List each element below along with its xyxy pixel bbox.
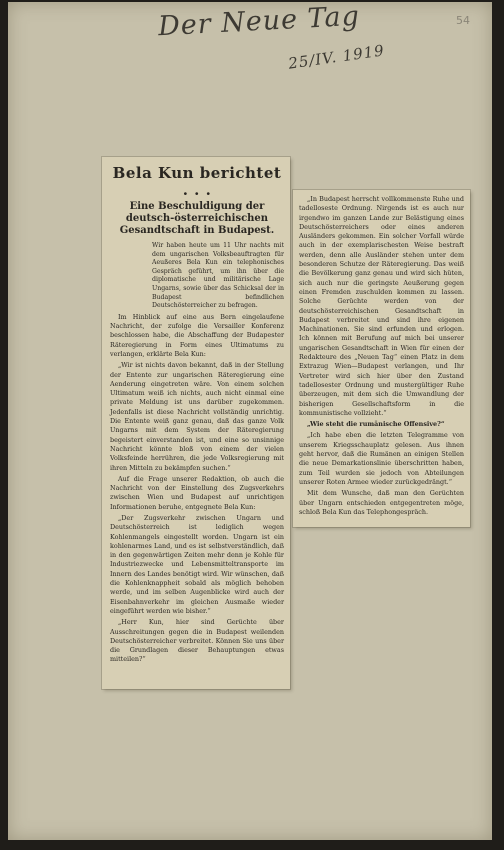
article-question: „Wie steht die rumänische Offensive?“ — [307, 420, 445, 429]
article-paragraph: „Wir ist nichts davon bekannt, daß in der Stellung der Entente zur ungarischen Räteregierung eine Aenderung eingetreten wäre. Von einem solchen Ultimatum weiß ich nichts, auch nicht einmal eine private Meldung ist uns darüber zugekommen. Jedenfalls ist diese Nachricht vollständig unrichtig. Die Entente weiß ganz genau, daß das ganze Volk Ungarns mit dem System der Räteregierung begeistert einverstanden ist, und eine so unsinnige Nachricht könnte bloß von einem der vielen Volksfeinde herrühren, die jede Volksregierung mit ihren Mitteln zu bekämpfen suchen.“ — [110, 361, 284, 472]
handwritten-newspaper-title: Der Neue Tag — [157, 0, 361, 43]
article-paragraph: Im Hinblick auf eine aus Bern eingelaufene Nachricht, der zufolge die Versailler Konferenz beschlossen habe, die Abschaffung der Budapester Räteregierung in Form eines Ultimatums zu verlangen, erklärte Bela Kun: — [110, 312, 284, 358]
handwritten-date: 25/IV. 1919 — [287, 41, 386, 73]
article-paragraph: Mit dem Wunsche, daß man den Gerüchten über Ungarn entschieden entgegentreten möge, schloß Bela Kun das Telephongespräch. — [299, 489, 464, 516]
article-paragraph: „Ich habe eben die letzten Telegramme von unserem Kriegsschauplatz gelesen. Aus ihnen geht hervor, daß die Rumänen an einigen Stellen die neue Demarkationslinie überschritten haben, zum Teil wurden sie jedoch von Abteilungen unserer Roten Armee wieder zurückgedrängt.“ — [299, 431, 464, 486]
article-paragraph: Wir haben heute um 11 Uhr nachts mit dem ungarischen Volksbeauftragten für Aeußeres Bela Kun ein telephonisches Gespräch geführt, um ihn über die diplomatische und militärische Lage Ungarns, sowie über das Schicksal der in Budapest befindlichen Deutschösterreicher zu befragen. — [152, 242, 284, 310]
article-paragraph: „In Budapest herrscht vollkommenste Ruhe und tadelloseste Ordnung. Nirgends ist es auch nur irgendwo im ganzen Lande zur Belästigung eines Deutschösterreichers oder eines anderen Ausländers gekommen. Ein solcher Vorfall würde auch in der exemplarischesten Weise bestraft werden, denn alle Ausländer stehen unter dem besonderen Schutze der Räteregierung. Das weiß die Bevölkerung ganz genau und wird sich hüten, sich auch nur die geringste Aeußerung gegen einen Fremden zuschulden kommen zu lassen. Solche Gerüchte werden von der deutschösterreichischen Gesandtschaft in Budapest verbreitet und sind ihre eigenen Machinationen. Sie sind erfunden und erlogen. Ich können mit Berufung auf mich bei unserer ungarischen Gesandtschaft in Wien für einen der Redakteure des „Neuen Tag“ einen Platz in dem Extrazug Wien—Budapest verlangen, und Ihr Vertreter wird sich hier über den Zustand tadellosester Ordnung und mustergültiger Ruhe überzeugen, mit dem sich die Umwandlung der bisherigen Gesellschaftsform in die kommunistische vollzieht.“ — [299, 195, 464, 417]
article-paragraph: Auf die Frage unserer Redaktion, ob auch die Nachricht von der Einstellung des Zugsverkehrs zwischen Wien und Budapest auf unrichtigen Informationen beruhe, entgegnete Bela Kun: — [110, 474, 284, 511]
article-paragraph: „Der Zugsverkehr zwischen Ungarn und Deutschösterreich ist lediglich wegen Kohlenmangels eingestellt worden. Ungarn ist ein kohlenarmes Land, und es ist selbstverständlich, daß in den gegenwärtigen Zeiten mehr denn je Kohle für Industriezwecke und Lebensmitteltransporte im Innern des Landes benötigt wird. Wir wünschen, daß die Kohlenknappheit sobald als möglich behoben werde, und im selben Augenblicke wird auch der Eisenbahnverkehr im gleichen Ausmaße wieder eingeführt werden wie bisher.“ — [110, 513, 284, 615]
clipping-right-column — [293, 190, 470, 527]
clipping-left-column — [102, 157, 290, 689]
article-paragraph: „Herr Kun, hier sind Gerüchte über Ausschreitungen gegen die in Budapest weilenden Deutschösterreicher verbreitet. Können Sie uns über die Grundlagen dieser Behauptungen etwas mitteilen?“ — [110, 618, 284, 664]
article-subhead: Eine Beschuldigung der deutsch-österreichischen Gesandtschaft in Budapest. — [119, 201, 275, 236]
article-headline: Bela Kun berichtet . . . — [112, 164, 282, 199]
pencil-page-number: 54 — [456, 14, 470, 27]
